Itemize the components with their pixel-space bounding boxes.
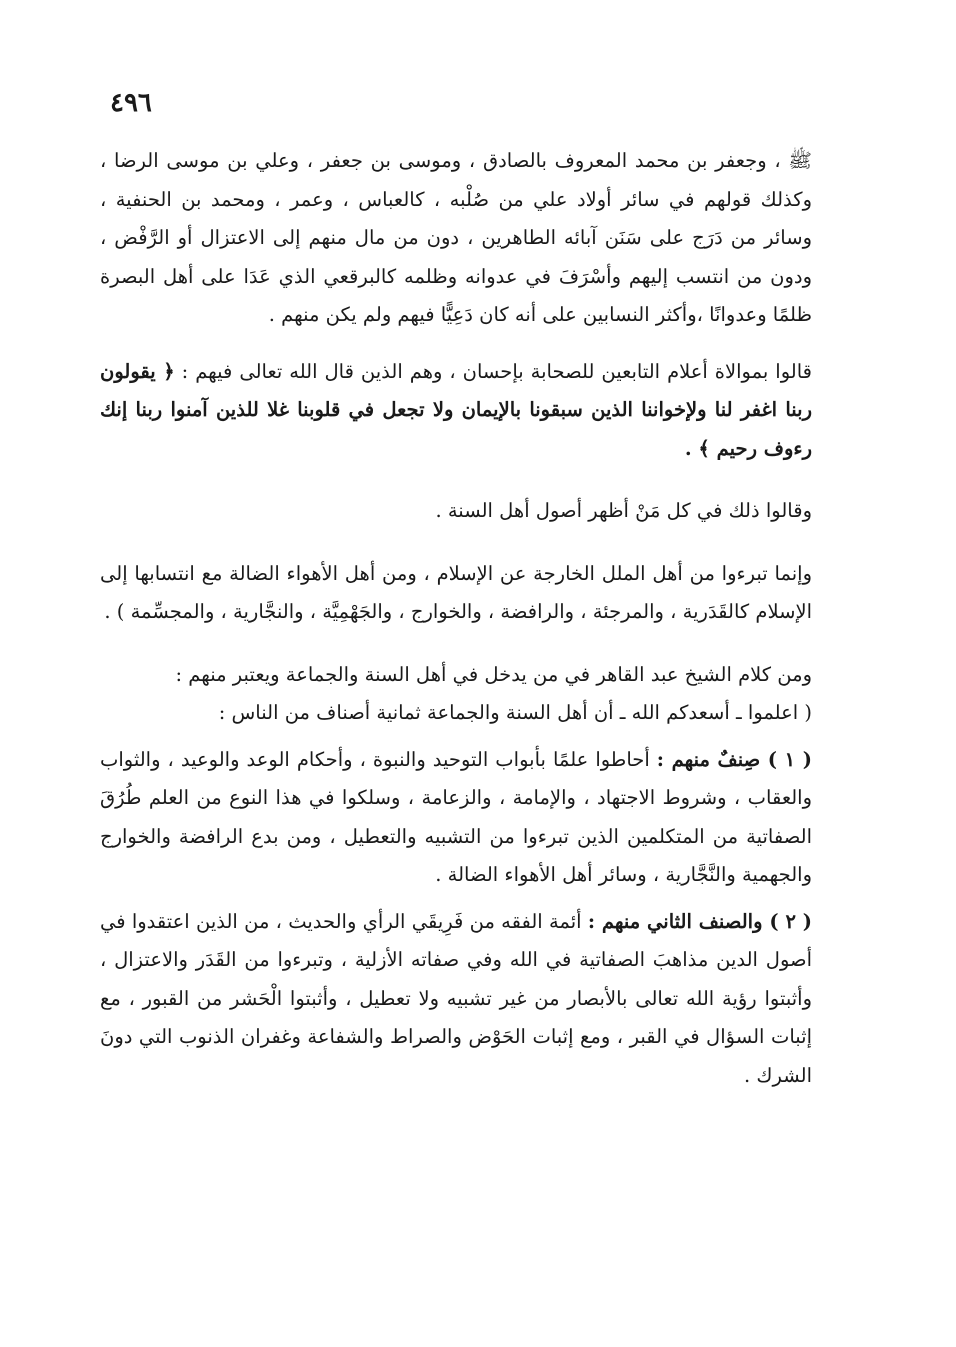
category-2-text: أئمة الفقه من فَرِيقَي الرأي والحديث ، من الذين اعتقدوا في أصول الدين مذاهبَ الصفاتية في الله وفي صفاته الأزلية ، وتبرءوا من القَدَر والاعتزال ، وأثبتوا رؤية الله تعالى بالأبصار من غير تشبيه ولا تعطيل ، وأثبتوا الْحَشر من القبور ، مع إثبات السؤال في القبر ، ومع إثبات الحَوْض والصراط والشفاعة وغفران الذنوب التي دونَ الشرك . [100,909,812,1087]
paragraph-category-1 [100,741,812,895]
quran-verse: ﴿ يقولون ربنا اغفر لنا ولإخواننا الذين سبقونا بالإيمان ولا تجعل في قلوبنا غلا للذين آمنوا ربنا إنك رءوف رحيم ﴾ . [100,359,812,460]
paragraph-1: ﷺ ، وجعفر بن محمد المعروف بالصادق ، وموسى بن جعفر ، وعلي بن موسى الرضا ، وكذلك قولهم في سائر أولاد علي من صُلْبه ، كالعباس ، وعمر ، ومحمد بن الحنفية ، وسائر من دَرَج على سَنَن آبائه الطاهرين ، دون من مال منهم إلى الاعتزال أو الرَّفْض ، ودون من انتسب إليهم وأسْرَفَ في عدوانه وظلمه كالبرقعي الذي عَدَا على أهل البصرة ظلمًا وعدوانًا ،وأكثر النسابين على أنه كان دَعِيًّا فيهم ولم يكن منهم . [100,149,812,326]
paragraph-category-2 [100,903,812,1096]
paragraph-5b: ( اعلموا ـ أسعدكم الله ـ أن أهل السنة والجماعة ثمانية أصناف من الناس : [218,701,812,724]
category-1-heading: ( ١ ) صِنفٌ منهم : [656,747,812,771]
paragraph-2-intro: قالوا بموالاة أعلام التابعين للصحابة بإحسان ، وهم الذين قال الله تعالى فيهم : [181,359,812,383]
category-1-text: أحاطوا علمًا بأبواب التوحيد والنبوة ، وأحكام الوعد والوعيد ، والثواب والعقاب ، وشروط الاجتهاد ، والإمامة ، والزعامة ، وسلكوا في هذا النوع من العلم طُرُقَ الصفاتية من المتكلمين الذين تبرءوا من التشبيه والتعطيل ، ومن بدع الرافضة والخوارج والجهمية والنَّجَّارية ، وسائر أهل الأهواء الضالة . [100,747,812,886]
paragraph-5: ومن كلام الشيخ عبد القاهر في من يدخل في أهل السنة والجماعة ويعتبر منهم : [175,662,812,686]
paragraph-4: وإنما تبرءوا من أهل الملل الخارجة عن الإسلام ، ومن أهل الأهواء الضالة مع انتسابها إلى الإسلام كالقَدَرية ، والمرجئة ، والرافضة ، والخوارج ، والجَهْمِيَّة ، والنجَّارية ، والمجسِّمة ) . [100,561,812,623]
category-2-heading: ( ٢ ) والصنف الثاني منهم : [587,909,813,933]
paragraph-2 [100,353,812,469]
paragraph-3: وقالوا ذلك في كل مَنْ أظهر أصول أهل السنة . [435,499,812,522]
page-number: ٤٩٦ [110,88,152,118]
body-text [100,142,812,1095]
